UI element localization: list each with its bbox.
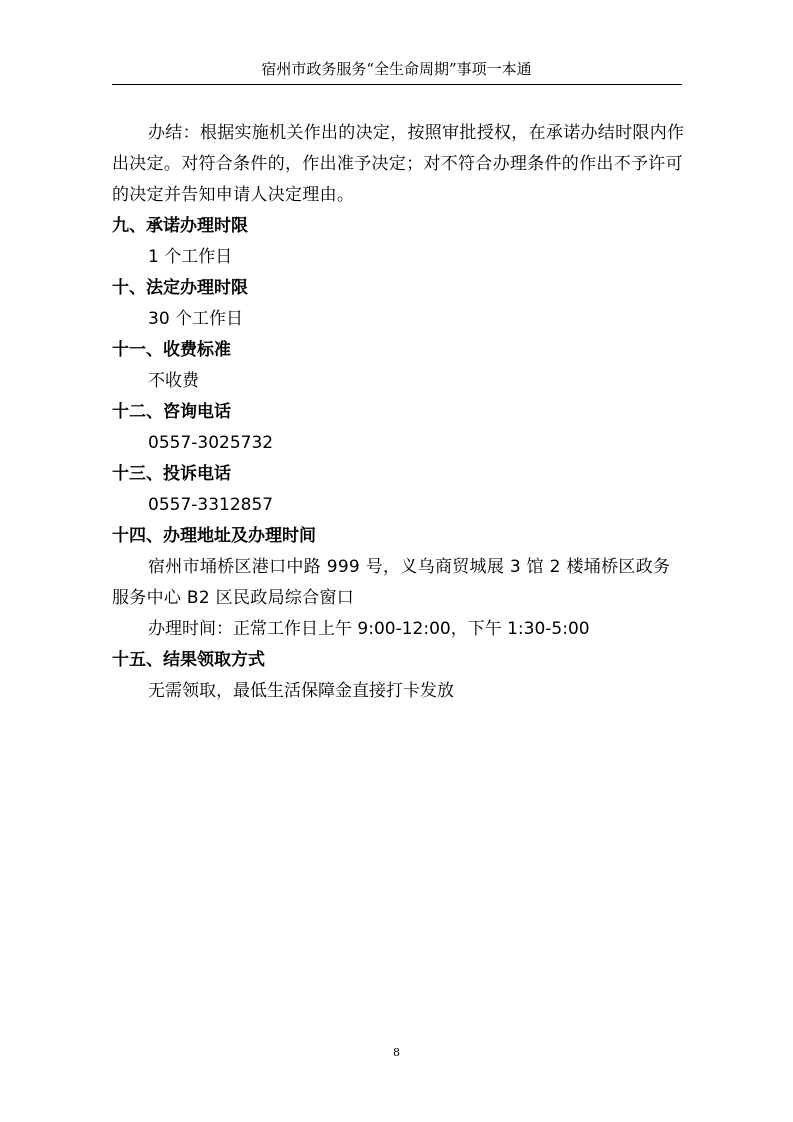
section-heading-result: 十五、结果领取方式 xyxy=(112,650,265,670)
section-heading-legal-time: 十、法定办理时限 xyxy=(112,278,248,298)
document-body xyxy=(112,118,686,707)
section-value-hours: 办理时间：正常工作日上午 9:00-12:00，下午 1:30-5:00 xyxy=(148,619,590,639)
section-heading-consult-phone: 十二、咨询电话 xyxy=(112,402,231,422)
section-heading-address: 十四、办理地址及办理时间 xyxy=(112,526,316,546)
header-divider xyxy=(112,84,682,85)
page-header xyxy=(0,58,793,81)
header-title: 宿州市政务服务“全生命周期”事项一本通 xyxy=(261,60,532,78)
section-value-consult-phone: 0557-3025732 xyxy=(148,433,274,453)
intro-paragraph: 办结：根据实施机关作出的决定，按照审批授权，在承诺办结时限内作出决定。对符合条件的，作出准予决定；对不符合办理条件的作出不予许可的决定并告知申请人决定理由。 xyxy=(112,123,685,205)
section-value-result: 无需领取，最低生活保障金直接打卡发放 xyxy=(148,681,454,701)
page-number: 8 xyxy=(393,1046,400,1059)
section-value-fee: 不收费 xyxy=(148,371,199,391)
section-value-legal-time: 30 个工作日 xyxy=(148,309,244,329)
section-heading-fee: 十一、收费标准 xyxy=(112,340,231,360)
section-value-commit-time: 1 个工作日 xyxy=(148,247,233,267)
section-value-address: 宿州市埇桥区港口中路 999 号，义乌商贸城展 3 馆 2 楼埇桥区政务服务中心 B2 区民政局综合窗口 xyxy=(112,557,671,608)
section-heading-complaint-phone: 十三、投诉电话 xyxy=(112,464,231,484)
section-value-complaint-phone: 0557-3312857 xyxy=(148,495,274,515)
section-heading-commit-time: 九、承诺办理时限 xyxy=(112,216,248,236)
